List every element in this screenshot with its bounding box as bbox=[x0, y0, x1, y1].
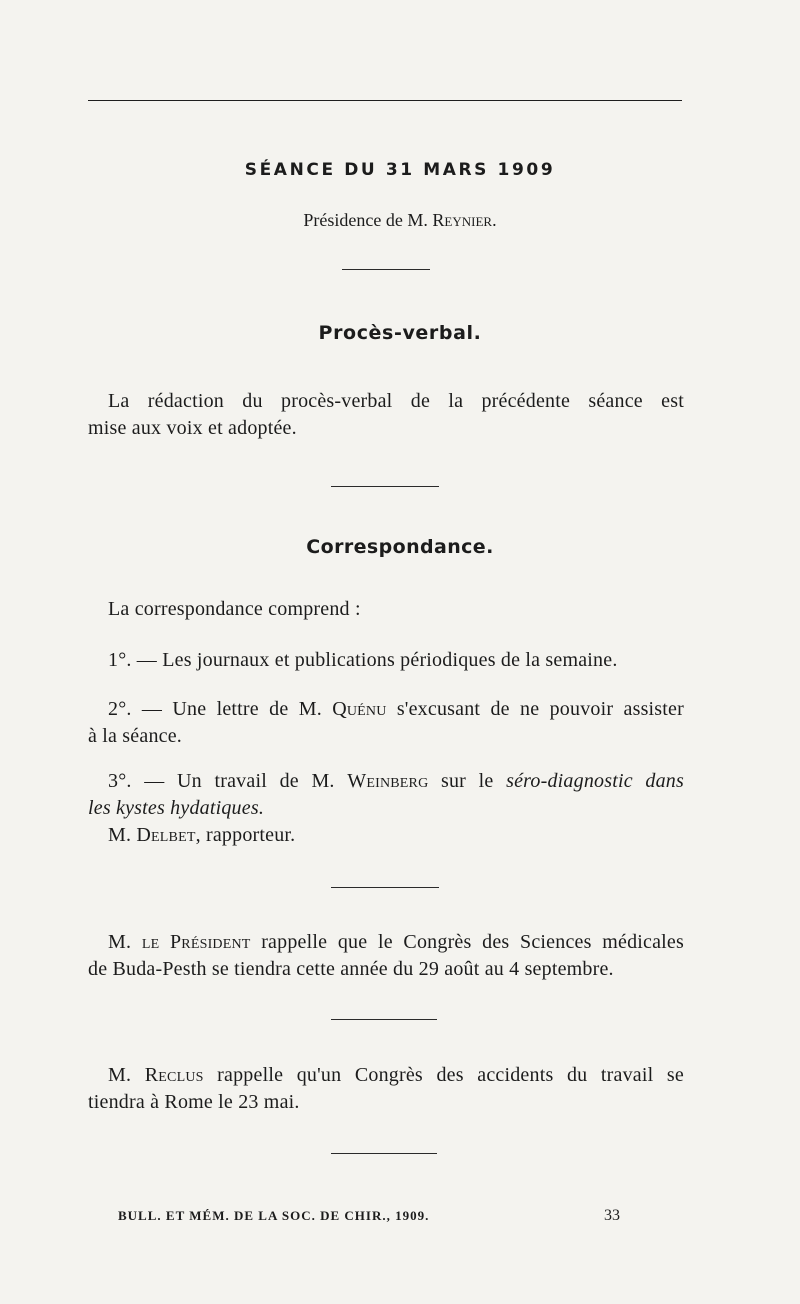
correspondance-item-1: 1°. — Les journaux et publications périodiques de la semaine. bbox=[108, 649, 618, 671]
separator-rule bbox=[331, 887, 439, 888]
top-rule bbox=[88, 100, 682, 101]
item-3-mid: sur le bbox=[428, 770, 507, 792]
separator-rule bbox=[331, 486, 439, 487]
rapporteur-name: Delbet bbox=[136, 824, 196, 846]
separator-rule bbox=[331, 1019, 437, 1020]
separator-rule bbox=[331, 1153, 437, 1154]
president-prefix: M. bbox=[108, 931, 142, 953]
reclus-announcement-line-2: tiendra à Rome le 23 mai. bbox=[88, 1091, 300, 1113]
rapporteur-prefix: M. bbox=[108, 824, 137, 846]
president-announcement-line-1 bbox=[88, 929, 684, 956]
item-2-person: Quénu bbox=[332, 698, 387, 720]
item-3-person: Weinberg bbox=[347, 770, 429, 792]
president-title: le Président bbox=[141, 931, 251, 953]
proces-verbal-line-2: mise aux voix et adoptée. bbox=[88, 417, 297, 439]
presidence-suffix: . bbox=[492, 210, 497, 230]
item-3-prefix: 3°. — Un travail de M. bbox=[108, 770, 348, 792]
president-announcement bbox=[88, 929, 684, 983]
session-title: SÉANCE DU 31 MARS 1909 bbox=[244, 160, 556, 180]
item-3-work-title-part-1: séro-diagnostic dans bbox=[506, 770, 684, 792]
reclus-name: Reclus bbox=[144, 1064, 204, 1086]
proces-verbal-paragraph bbox=[88, 388, 684, 442]
correspondance-item-2-line-2: à la séance. bbox=[88, 725, 183, 747]
presidence-line bbox=[0, 210, 800, 231]
journal-reference: BULL. ET MÉM. DE LA SOC. DE CHIR., 1909. bbox=[118, 1208, 430, 1223]
correspondance-heading: Correspondance. bbox=[306, 536, 494, 558]
proces-verbal-line-1: La rédaction du procès-verbal de la précédente séance est bbox=[108, 390, 684, 412]
reclus-announcement-line-1 bbox=[88, 1062, 684, 1089]
presidence-prefix: Présidence de M. bbox=[303, 210, 433, 230]
item-3-work-title-part-2: les kystes hydatiques. bbox=[88, 797, 265, 819]
reclus-announcement bbox=[88, 1062, 684, 1116]
item-2-prefix: 2°. — Une lettre de M. bbox=[108, 698, 333, 720]
correspondance-intro: La correspondance comprend : bbox=[108, 598, 361, 620]
separator-rule bbox=[342, 269, 430, 270]
president-line-1-rest: rappelle que le Congrès des Sciences médicales bbox=[250, 931, 684, 953]
item-2-suffix: s'excusant de ne pouvoir assister bbox=[386, 698, 684, 720]
reclus-line-1-rest: rappelle qu'un Congrès des accidents du travail se bbox=[203, 1064, 684, 1086]
president-announcement-line-2: de Buda-Pesth se tiendra cette année du 29 août au 4 septembre. bbox=[88, 958, 614, 980]
correspondance-item-2-line-1 bbox=[88, 696, 684, 723]
correspondance-item-2 bbox=[88, 696, 684, 750]
rapporteur-suffix: , rapporteur. bbox=[195, 824, 296, 846]
president-name: Reynier bbox=[432, 210, 493, 230]
rapporteur-line bbox=[88, 822, 684, 849]
correspondance-item-3-line-1 bbox=[88, 768, 684, 795]
proces-verbal-heading: Procès-verbal. bbox=[318, 322, 482, 344]
reclus-prefix: M. bbox=[108, 1064, 145, 1086]
page-number: 33 bbox=[604, 1207, 620, 1224]
correspondance-item-3 bbox=[88, 768, 684, 849]
